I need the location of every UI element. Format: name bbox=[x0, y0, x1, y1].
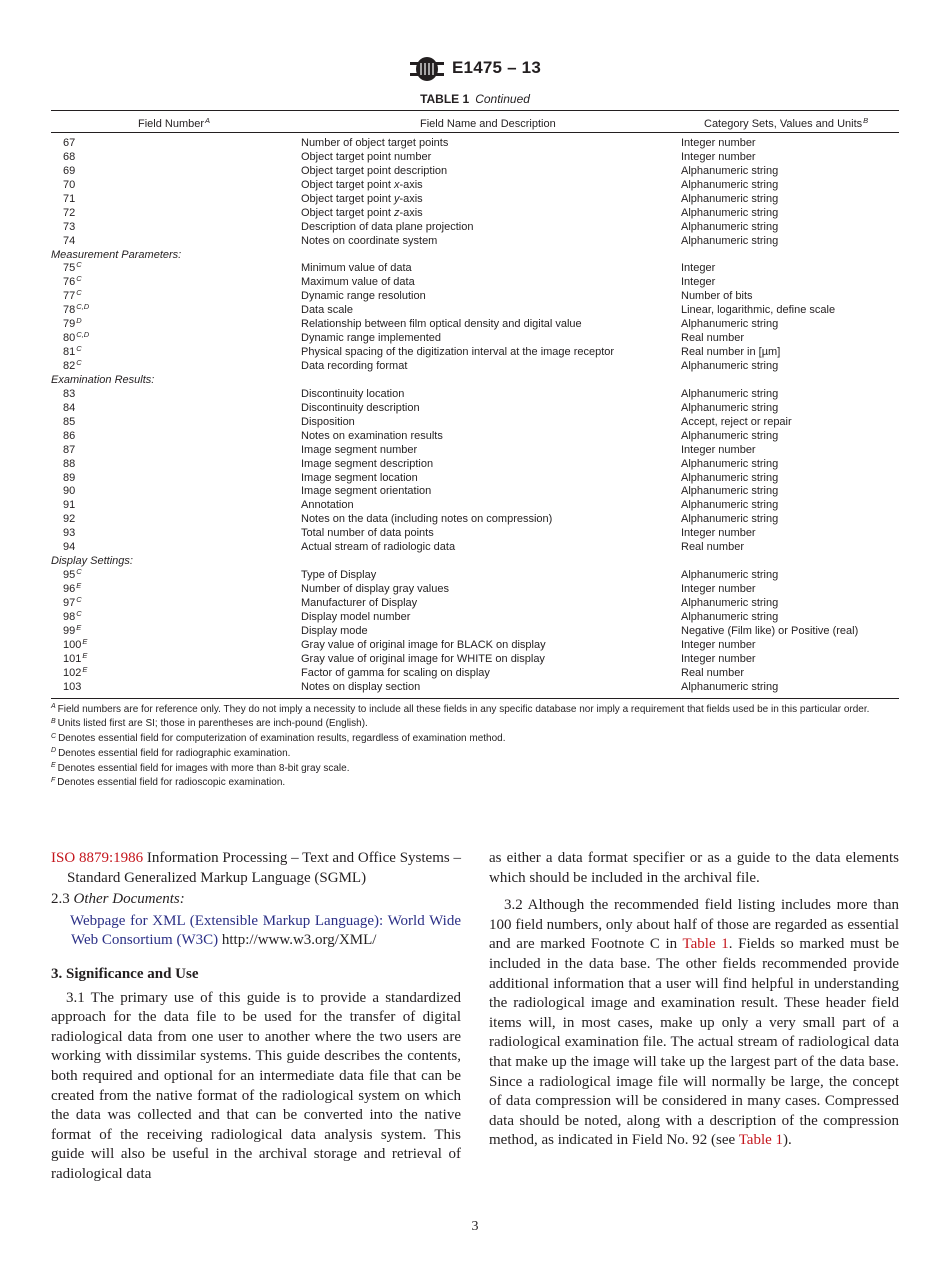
field-name: Discontinuity description bbox=[301, 401, 420, 414]
table-row bbox=[51, 416, 899, 430]
field-category: Alphanumeric string bbox=[681, 457, 779, 470]
table-row bbox=[51, 430, 899, 444]
table-row bbox=[51, 622, 899, 639]
col-header-field-number: Field Number$^A$ bbox=[138, 116, 211, 130]
field-number: 94 bbox=[63, 541, 76, 554]
field-number: 70 bbox=[63, 178, 76, 191]
col-header-field-name: Field Name and Description bbox=[420, 118, 556, 130]
field-name: Display mode bbox=[301, 624, 368, 637]
table-row bbox=[51, 179, 899, 193]
field-category: Alphanumeric string bbox=[681, 513, 779, 526]
field-number: 92 bbox=[63, 513, 76, 526]
field-name: Notes on the data (including notes on compression) bbox=[301, 513, 553, 526]
table-row bbox=[51, 165, 899, 179]
field-name: Number of display gray values bbox=[301, 583, 449, 595]
field-name: Object target point y-axis bbox=[301, 192, 423, 205]
field-category: Integer number bbox=[681, 137, 756, 149]
field-category: Integer number bbox=[681, 527, 756, 540]
table-row bbox=[51, 388, 899, 402]
table-row bbox=[51, 290, 899, 304]
field-name: Dynamic range resolution bbox=[301, 290, 426, 303]
field-category: Alphanumeric string bbox=[681, 318, 779, 331]
table-row bbox=[51, 569, 899, 583]
section-heading: 3. Significance and Use bbox=[51, 965, 199, 982]
field-category: Integer number bbox=[681, 652, 756, 665]
subsection-heading: 2.3 Other Documents: bbox=[51, 891, 185, 908]
field-name: Object target point z-axis bbox=[301, 206, 423, 219]
table-row bbox=[51, 664, 899, 681]
field-name: Maximum value of data bbox=[301, 276, 415, 289]
paragraph-continuation: as either a data format specifier or as a guide to the data elements which should be included in the archival file. bbox=[489, 850, 899, 886]
table-row bbox=[51, 541, 899, 555]
field-name: Notes on coordinate system bbox=[301, 234, 438, 247]
field-number: 68 bbox=[63, 150, 76, 163]
table-row bbox=[51, 485, 899, 499]
field-number: $75^C$ bbox=[63, 260, 82, 275]
field-number: 85 bbox=[63, 415, 76, 428]
field-category: Alphanumeric string bbox=[681, 485, 779, 498]
paragraph-3-2: 3.2 Although the recommended field listing includes more than 100 field numbers, only about half of those are regarded as essential and are marked Footnote C in Table 1. Fields so marked must be included in the data base. The other fields recommended provide additional information that a user will find helpful in understanding the radiological image and examination result. These header field items will, in most cases, make up only a very small part of a radiological examination file. The actual stream of radiological data that make up the image will take up the largest part of the data base. Since a radiological image file will normally be large, the concept of data compression will be considered in many cases. Compressed data should be noted, along with a description of the compression method, as indicated in Field No. 92 (see Table 1). bbox=[489, 897, 899, 1149]
field-category: Integer number bbox=[681, 443, 756, 456]
field-name: Display model number bbox=[301, 610, 411, 623]
field-name: Minimum value of data bbox=[301, 262, 412, 275]
field-number: 93 bbox=[63, 527, 76, 540]
field-category: Integer bbox=[681, 262, 716, 275]
field-name: Image segment location bbox=[301, 471, 418, 484]
table-row bbox=[51, 360, 899, 374]
table-header bbox=[51, 111, 899, 132]
document-id: E1475 – 13 bbox=[452, 58, 541, 77]
field-category: Alphanumeric string bbox=[681, 387, 779, 400]
table-row bbox=[51, 318, 899, 332]
footnote: $^C$ Denotes essential field for computerization of examination results, regardless of examination method. bbox=[51, 732, 506, 745]
field-category: Alphanumeric string bbox=[681, 192, 779, 205]
iso-ref-title: Information Processing – Text and Office Systems – Standard Generalized Markup Language (SGML) bbox=[67, 850, 462, 886]
field-number: 69 bbox=[63, 164, 76, 177]
footnote: $^A$ Field numbers are for reference only. They do not imply a necessity to include all these fields in any specific database nor imply a requirement that fields used be in this particular order. bbox=[51, 703, 870, 715]
field-category: Alphanumeric string bbox=[681, 680, 779, 693]
field-name: Image segment number bbox=[301, 443, 418, 456]
field-number: $97^C$ bbox=[63, 594, 82, 609]
table-section-label bbox=[51, 374, 899, 388]
field-number: 84 bbox=[63, 401, 76, 414]
table-row bbox=[51, 304, 899, 318]
field-category: Number of bits bbox=[681, 290, 753, 303]
field-category: Alphanumeric string bbox=[681, 178, 779, 191]
field-name: Discontinuity location bbox=[301, 387, 405, 400]
section-label-text: Measurement Parameters: bbox=[51, 248, 182, 261]
footnote: $^B$ Units listed first are SI; those in parentheses are inch-pound (English). bbox=[51, 717, 368, 730]
field-name: Gray value of original image for BLACK on display bbox=[301, 638, 546, 651]
field-category: Alphanumeric string bbox=[681, 220, 779, 233]
field-name: Image segment orientation bbox=[301, 485, 432, 498]
field-number: $95^C$ bbox=[63, 567, 82, 582]
table-row bbox=[51, 513, 899, 527]
field-category: Alphanumeric string bbox=[681, 569, 779, 582]
field-name: Gray value of original image for WHITE on display bbox=[301, 652, 545, 665]
astm-logo-icon bbox=[408, 56, 446, 82]
field-number: $100^E$ bbox=[63, 636, 88, 651]
field-number: $78^{C,D}$ bbox=[63, 302, 90, 317]
table-continued: Continued bbox=[475, 92, 530, 106]
iso-reference bbox=[51, 849, 461, 888]
section-label-text: Examination Results: bbox=[51, 373, 155, 386]
web-reference bbox=[51, 912, 461, 951]
field-name: Data scale bbox=[301, 304, 353, 317]
table-row bbox=[51, 608, 899, 625]
field-category: Alphanumeric string bbox=[681, 234, 779, 247]
paragraph-3-1: 3.1 The primary use of this guide is to provide a standardized approach for the data file to be used for the transfer of digital radiological data from one user to another where the two users are working with dissimilar systems. This guide describes the contents, both required and optional for an intermediate data file that can be created from the native format of the radiological system on which the data was collected and that can be converted into the native format of the receiving radiological data analysis system. This guide will also be useful in the archival storage and retrieval of radiological data bbox=[51, 989, 461, 1182]
field-number: $76^C$ bbox=[63, 274, 82, 289]
field-category: Alphanumeric string bbox=[681, 401, 779, 414]
field-category: Alphanumeric string bbox=[681, 610, 779, 623]
field-category: Integer number bbox=[681, 638, 756, 651]
table-row bbox=[51, 444, 899, 458]
table-row bbox=[51, 472, 899, 486]
table-row bbox=[51, 332, 899, 346]
table-row bbox=[51, 402, 899, 416]
table-row bbox=[51, 221, 899, 235]
field-name: Disposition bbox=[301, 415, 355, 428]
field-number: $77^C$ bbox=[63, 288, 82, 303]
field-category: Real number bbox=[681, 666, 744, 679]
iso-ref-link[interactable]: ISO 8879:1986 bbox=[51, 850, 144, 866]
field-category: Alphanumeric string bbox=[681, 596, 779, 609]
table-row bbox=[51, 151, 899, 165]
web-ref-text[interactable]: Webpage for XML (Extensible Markup Language): World Wide Web Consortium (W3C) bbox=[70, 912, 461, 949]
field-number: $98^C$ bbox=[63, 608, 82, 623]
table-row bbox=[51, 193, 899, 207]
field-number: $99^E$ bbox=[63, 622, 82, 637]
col-header-category: Category Sets, Values and Units$^B$ bbox=[704, 116, 869, 130]
field-category: Integer number bbox=[681, 150, 756, 163]
section-label-text: Display Settings: bbox=[51, 555, 133, 568]
field-category: Real number in [µm] bbox=[681, 346, 781, 359]
field-category: Alphanumeric string bbox=[681, 471, 779, 484]
field-number: 87 bbox=[63, 443, 76, 456]
table-section-label bbox=[51, 249, 899, 263]
data-table bbox=[51, 110, 899, 791]
table-row bbox=[51, 276, 899, 290]
field-number: 91 bbox=[63, 499, 76, 512]
field-category: Integer bbox=[681, 276, 716, 289]
field-number: 88 bbox=[63, 457, 76, 470]
table-row bbox=[51, 636, 899, 653]
table-row bbox=[51, 527, 899, 541]
field-category: Linear, logarithmic, define scale bbox=[681, 304, 836, 317]
field-name: Type of Display bbox=[301, 569, 377, 582]
field-number: $79^D$ bbox=[63, 316, 82, 331]
right-text-column bbox=[489, 849, 899, 1159]
page-number: 3 bbox=[471, 1219, 479, 1234]
table-row bbox=[51, 650, 899, 667]
field-name: Description of data plane projection bbox=[301, 220, 474, 233]
field-number: $101^E$ bbox=[63, 650, 88, 665]
field-number: $96^E$ bbox=[63, 581, 82, 595]
field-number: $82^C$ bbox=[63, 358, 82, 372]
field-number: 71 bbox=[63, 192, 76, 205]
field-number: $81^C$ bbox=[63, 344, 82, 359]
field-name: Notes on display section bbox=[301, 680, 421, 693]
field-category: Real number bbox=[681, 332, 744, 345]
footnote: $^D$ Denotes essential field for radiographic examination. bbox=[51, 747, 291, 759]
table-label: TABLE 1 bbox=[420, 92, 470, 106]
table-row bbox=[51, 681, 899, 695]
field-category: Alphanumeric string bbox=[681, 206, 779, 219]
field-category: Integer number bbox=[681, 583, 756, 595]
table-caption bbox=[0, 92, 950, 106]
table-1-link[interactable]: Table 1 bbox=[682, 936, 729, 953]
field-number: 83 bbox=[63, 387, 76, 400]
field-number: 89 bbox=[63, 471, 76, 484]
footnote: $^F$ Denotes essential field for radioscopic examination. bbox=[51, 776, 286, 789]
web-ref-url[interactable]: http://www.w3.org/XML/ bbox=[221, 932, 377, 949]
field-name: Manufacturer of Display bbox=[301, 596, 418, 609]
field-name: Total number of data points bbox=[301, 527, 434, 540]
field-category: Negative (Film like) or Positive (real) bbox=[681, 624, 859, 637]
field-number: 90 bbox=[63, 485, 76, 498]
field-number: $102^E$ bbox=[63, 664, 88, 679]
left-text-column bbox=[51, 849, 461, 1193]
field-number: 86 bbox=[63, 429, 76, 442]
field-category: Alphanumeric string bbox=[681, 429, 779, 442]
table-row bbox=[51, 207, 899, 221]
field-name: Data recording format bbox=[301, 360, 408, 372]
field-name: Object target point description bbox=[301, 164, 448, 177]
field-name: Physical spacing of the digitization interval at the image receptor bbox=[301, 346, 615, 359]
field-category: Alphanumeric string bbox=[681, 164, 779, 177]
field-number: 103 bbox=[63, 680, 82, 693]
field-name: Object target point number bbox=[301, 150, 432, 163]
field-category: Alphanumeric string bbox=[681, 360, 779, 372]
field-category: Alphanumeric string bbox=[681, 499, 779, 512]
table-row bbox=[51, 346, 899, 360]
field-number: 73 bbox=[63, 220, 76, 233]
table-row bbox=[51, 458, 899, 472]
field-name: Annotation bbox=[301, 499, 354, 512]
field-number: 72 bbox=[63, 206, 76, 219]
table-row bbox=[51, 583, 899, 597]
field-number: 74 bbox=[63, 234, 76, 247]
field-number: $80^{C,D}$ bbox=[63, 330, 90, 345]
table-row bbox=[51, 594, 899, 611]
table-section-label bbox=[51, 555, 899, 569]
field-name: Factor of gamma for scaling on display bbox=[301, 666, 490, 679]
field-category: Accept, reject or repair bbox=[681, 415, 792, 428]
table-row bbox=[51, 262, 899, 276]
field-name: Relationship between film optical density and digital value bbox=[301, 318, 582, 331]
field-name: Number of object target points bbox=[301, 137, 449, 149]
field-number: 67 bbox=[63, 137, 76, 149]
table-row bbox=[51, 235, 899, 249]
table-body bbox=[51, 133, 899, 698]
table-footnotes bbox=[51, 699, 899, 792]
table-1-link-2[interactable]: Table 1 bbox=[738, 1132, 784, 1149]
field-name: Image segment description bbox=[301, 457, 434, 470]
page-header bbox=[0, 56, 950, 82]
field-name: Object target point x-axis bbox=[301, 178, 423, 191]
field-name: Notes on examination results bbox=[301, 429, 443, 442]
table-row bbox=[51, 137, 899, 151]
field-category: Real number bbox=[681, 541, 744, 554]
table-row bbox=[51, 499, 899, 513]
footnote: $^E$ Denotes essential field for images with more than 8-bit gray scale. bbox=[51, 762, 350, 774]
field-name: Actual stream of radiologic data bbox=[301, 541, 456, 554]
field-name: Dynamic range implemented bbox=[301, 332, 442, 345]
